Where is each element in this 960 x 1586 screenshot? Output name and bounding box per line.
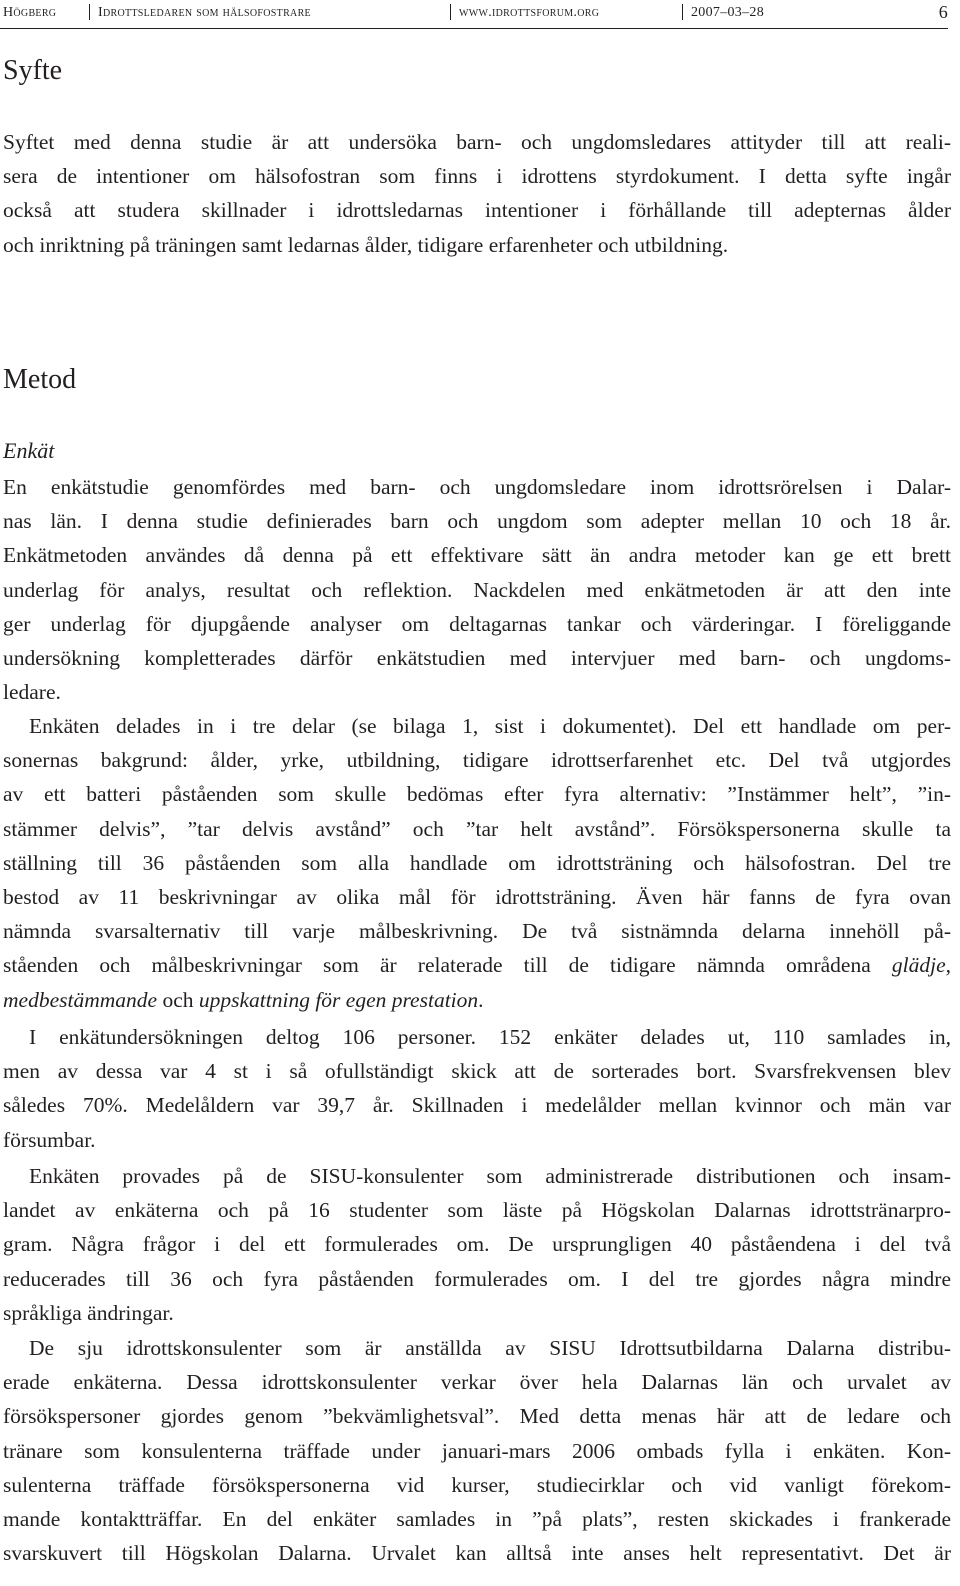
text-line: underlag för analys, resultat och reflektion. Nackdelen med enkätmetoden är att den inte bbox=[3, 577, 951, 602]
text-line: ställning till 36 påståenden som alla handlade om idrottsträning och hälsofostran. Del tre bbox=[3, 850, 951, 875]
text-line: medbestämmande och uppskattning för egen prestation. bbox=[3, 987, 484, 1012]
subsection-heading-enkat: Enkät bbox=[3, 438, 55, 463]
paragraph-metod-1 bbox=[3, 470, 951, 709]
section-heading-syfte: Syfte bbox=[3, 55, 63, 86]
text-line: försökspersoner gjordes genom ”bekvämlighetsval”. Med detta menas här att de ledare och bbox=[3, 1404, 951, 1429]
text-line: gram. Några frågor i del ett formulerades om. De ursprungligen 40 påståendena i del två bbox=[3, 1232, 951, 1257]
paragraph-metod-5 bbox=[3, 1331, 951, 1570]
text-line: Enkätmetoden användes då denna på ett effektivare sätt än andra metoder kan ge ett brett bbox=[3, 543, 951, 568]
text-line: svarskuvert till Högskolan Dalarna. Urvalet kan alltså inte anses helt representativt. Det är bbox=[3, 1541, 951, 1566]
text-line: men av dessa var 4 st i så ofullständigt skick att de sorterades bort. Svarsfrekvensen blev bbox=[3, 1059, 951, 1084]
header-separator bbox=[682, 4, 683, 20]
text-line: ledare. bbox=[3, 680, 61, 705]
italic-term: glädje bbox=[891, 953, 946, 978]
text-line: språkliga ändringar. bbox=[3, 1300, 174, 1325]
text-line: Syftet med denna studie är att undersöka barn- och ungdomsledares attityder till att reali- bbox=[3, 130, 951, 154]
text-line: sera de intentioner om hälsofostran som finns i idrottens styrdokument. I detta syfte ingår bbox=[3, 164, 951, 189]
header-separator bbox=[450, 4, 451, 20]
running-header bbox=[3, 2, 948, 24]
section-heading-metod: Metod bbox=[3, 364, 77, 395]
text-line: ståenden och målbeskrivningar som är relaterade till de tidigare nämnda områdena glädje, bbox=[3, 953, 951, 978]
text-line: reducerades till 36 och fyra påståenden formulerades om. I del tre gjordes några mindre bbox=[3, 1266, 951, 1291]
header-separator bbox=[89, 4, 90, 20]
header-url: www.idrottsforum.org bbox=[459, 5, 600, 20]
text-line: I enkätundersökningen deltog 106 personer. 152 enkäter delades ut, 110 samlades in, bbox=[29, 1025, 951, 1049]
header-title: Idrottsledaren som hälsofostrare bbox=[98, 5, 311, 20]
text-line: nas län. I denna studie definierades barn och ungdom som adepter mellan 10 och 18 år. bbox=[3, 509, 951, 534]
text-line: landet av enkäterna och på 16 studenter som läste på Högskolan Dalarnas idrottstränarpro- bbox=[3, 1198, 951, 1223]
paragraph-syfte bbox=[3, 125, 951, 262]
text-line: tränare som konsulenterna träffade under januari-mars 2006 ombads fylla i enkäten. Kon- bbox=[3, 1438, 951, 1463]
header-author: Högberg bbox=[3, 5, 57, 20]
text-line: undersökning kompletterades därför enkätstudien med intervjuer med barn- och ungdoms- bbox=[3, 645, 951, 670]
header-rule bbox=[0, 28, 948, 29]
text-line: försumbar. bbox=[3, 1127, 96, 1152]
paragraph-metod-2 bbox=[3, 709, 951, 1017]
text-line: mande kontaktträffar. En del enkäter samlades in ”på plats”, resten skickades i frankerade bbox=[3, 1506, 951, 1531]
paragraph-metod-3 bbox=[3, 1020, 951, 1157]
text-line: erade enkäterna. Dessa idrottskonsulenter verkar över hela Dalarnas län och urvalet av bbox=[3, 1370, 951, 1395]
text-line: sulenterna träffade försökspersonerna vid kurser, studiecirklar och vid vanligt förekom- bbox=[3, 1472, 951, 1497]
text-line: Enkäten delades in i tre delar (se bilaga 1, sist i dokumentet). Del ett handlade om per- bbox=[29, 714, 951, 738]
text-line: stämmer delvis”, ”tar delvis avstånd” och ”tar helt avstånd”. Försökspersonerna skulle ta bbox=[3, 816, 951, 841]
text-line: nämnda svarsalternativ till varje målbeskrivning. De två sistnämnda delarna innehöll på- bbox=[3, 919, 951, 944]
text-line: ger underlag för djupgående analyser om deltagarnas tankar och värderingar. I föreliggande bbox=[3, 611, 951, 636]
text-line: sonernas bakgrund: ålder, yrke, utbildning, tidigare idrottserfarenhet etc. Del två utgjordes bbox=[3, 748, 951, 773]
text-line: Enkäten provades på de SISU-konsulenter som administrerade distributionen och insam- bbox=[29, 1164, 951, 1188]
page-number: 6 bbox=[938, 2, 948, 22]
italic-term: medbestämmande bbox=[3, 987, 158, 1012]
text-line: och inriktning på träningen samt ledarnas ålder, tidigare erfarenheter och utbildning. bbox=[3, 232, 729, 257]
text-line: således 70%. Medelåldern var 39,7 år. Skillnaden i medelålder mellan kvinnor och män var bbox=[3, 1093, 951, 1118]
text-line: En enkätstudie genomfördes med barn- och ungdomsledare inom idrottsrörelsen i Dalar- bbox=[3, 475, 951, 499]
text-line: också att studera skillnader i idrottsledarnas intentioner i förhållande till adepternas ålder bbox=[3, 198, 951, 223]
text-line: De sju idrottskonsulenter som är anställda av SISU Idrottsutbildarna Dalarna distribu- bbox=[29, 1336, 951, 1360]
italic-term: uppskattning för egen prestation bbox=[198, 987, 479, 1012]
header-date: 2007–03–28 bbox=[691, 5, 764, 20]
paragraph-metod-4 bbox=[3, 1159, 951, 1330]
text-line: av ett batteri påståenden som skulle bedömas efter fyra alternativ: ”Instämmer helt”, ”in- bbox=[3, 782, 951, 807]
text-line: bestod av 11 beskrivningar av olika mål för idrottsträning. Även här fanns de fyra ovan bbox=[3, 884, 951, 909]
